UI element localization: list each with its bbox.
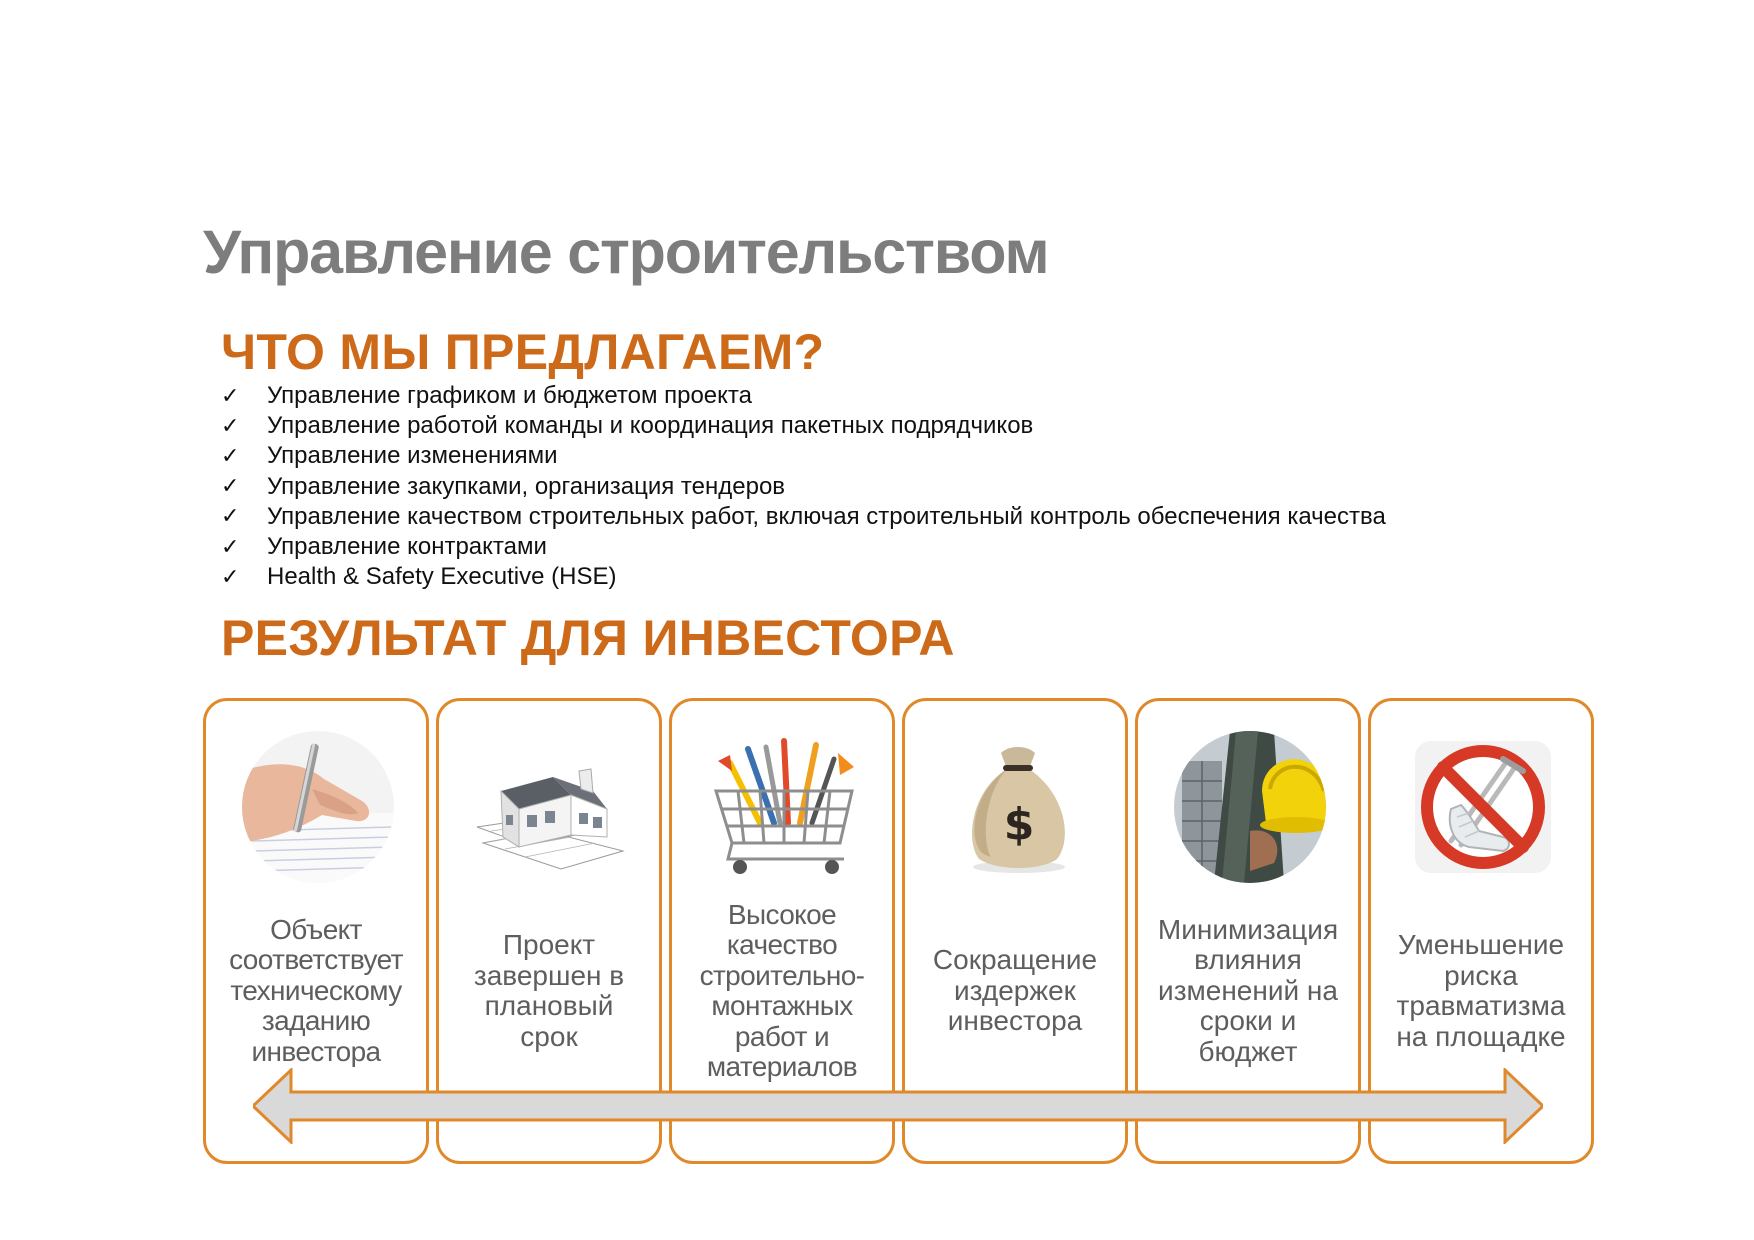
check-icon: ✓	[221, 443, 240, 469]
offer-item	[221, 532, 1386, 562]
check-icon: ✓	[221, 413, 240, 439]
offer-item-text: Health & Safety Executive (HSE)	[267, 563, 617, 591]
offer-item	[221, 411, 1386, 441]
result-card-text: Сокращение издержек инвестора	[932, 944, 1098, 1037]
result-card-text: Высокое качество строительно- монтажных работ и материалов	[699, 898, 865, 1082]
offer-item-text: Управление закупками, организация тендеров	[267, 472, 786, 500]
pen-signing-icon	[242, 731, 394, 883]
result-card-text: Уменьшение риска травматизма на площадке	[1396, 929, 1566, 1052]
result-cards	[203, 698, 1593, 1168]
offer-item-text: Управление изменениями	[267, 442, 558, 470]
offer-item	[221, 502, 1386, 532]
check-icon: ✓	[221, 564, 240, 590]
offer-item	[221, 472, 1386, 502]
page-title: Управление строительством	[203, 218, 1049, 286]
offer-item-text: Управление контрактами	[267, 533, 547, 561]
offer-item	[221, 441, 1386, 471]
tools-cart-icon	[708, 731, 860, 883]
svg-text:$: $	[1003, 799, 1035, 850]
offer-list	[221, 381, 1386, 592]
double-arrow	[253, 1068, 1543, 1144]
offer-heading: ЧТО МЫ ПРЕДЛАГАЕМ?	[221, 324, 825, 380]
money-bag-icon	[941, 731, 1093, 883]
house-blueprint-icon	[475, 731, 627, 883]
check-icon: ✓	[221, 504, 240, 530]
offer-item	[221, 381, 1386, 411]
offer-item-text: Управление качеством строительных работ, включая строительный контроль обеспечения качества	[267, 502, 1386, 530]
check-icon: ✓	[221, 383, 240, 409]
check-icon: ✓	[221, 474, 240, 500]
offer-item-text: Управление работой команды и координация пакетных подрядчиков	[267, 412, 1034, 440]
result-card-text: Минимизация влияния изменений на сроки и бюджет	[1157, 913, 1339, 1067]
hard-hat-worker-icon	[1174, 731, 1326, 883]
result-card-text: Объект соответствует техническому заданию инвестора	[229, 913, 403, 1067]
result-heading: РЕЗУЛЬТАТ ДЛЯ ИНВЕСТОРА	[221, 610, 955, 666]
check-icon: ✓	[221, 534, 240, 560]
no-injury-icon	[1407, 731, 1559, 883]
offer-item	[221, 562, 1386, 592]
offer-item-text: Управление графиком и бюджетом проекта	[267, 382, 752, 410]
result-card-text: Проект завершен в плановый срок	[473, 929, 625, 1052]
